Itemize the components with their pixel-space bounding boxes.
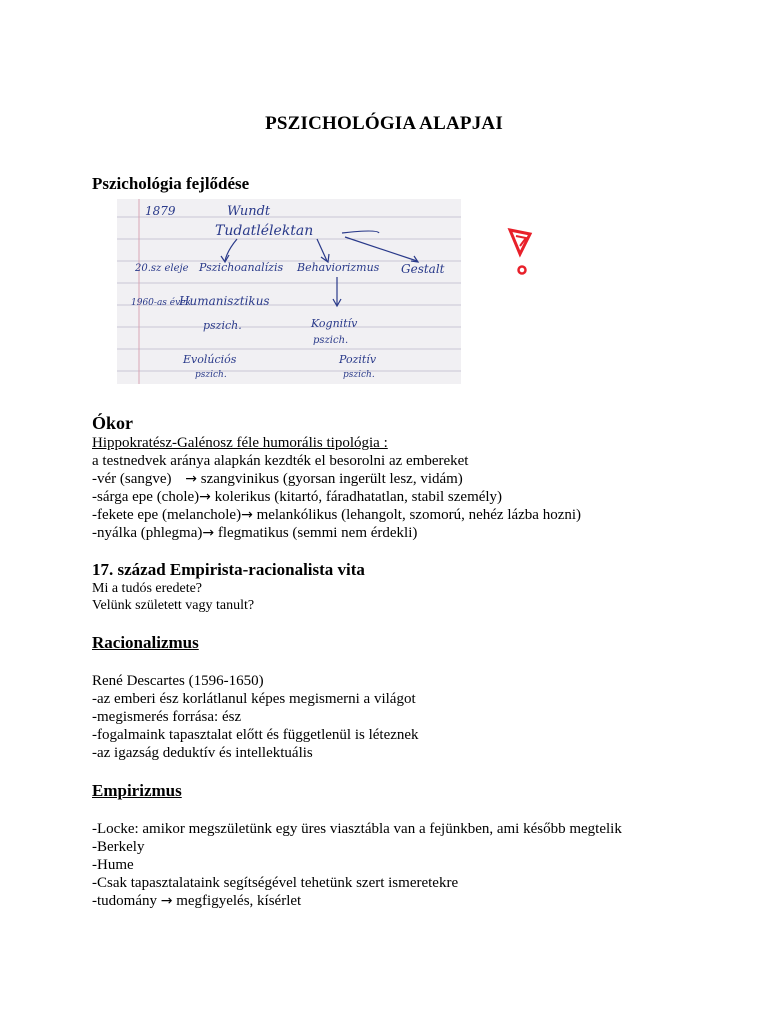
nb-behaviorizmus: Behaviorizmus: [297, 261, 380, 274]
section-heading-empirizmus: Empirizmus: [92, 781, 182, 800]
okor-type-1: szangvinikus (gyorsan ingerült lesz, vidám): [200, 471, 463, 487]
emp-line-4: -Csak tapasztalataink segítségével tehetünk szert ismeretekre: [92, 875, 459, 891]
nb-pszich-2: pszich.: [313, 335, 349, 346]
arrow-icon: →: [202, 525, 215, 541]
okor-humor-2: -sárga epe (chole): [92, 489, 200, 505]
emp-science: -tudomány: [92, 893, 157, 909]
emp-line-5: [92, 892, 301, 910]
nb-humanisztikus: Humanisztikus: [179, 294, 270, 308]
nb-pszichoanalizis: Pszichoanalízis: [199, 261, 284, 274]
okor-type-2: kolerikus (kitartó, fáradhatatlan, stabil személy): [214, 489, 503, 505]
okor-line-4: [92, 488, 502, 506]
okor-type-3: melankólikus (lehangolt, szomorú, nehéz lázba hozni): [256, 507, 582, 523]
emp-line-2: -Berkely: [92, 839, 145, 855]
okor-humor-3: -fekete epe (melanchole): [92, 507, 242, 523]
nb-1879: 1879: [145, 204, 176, 218]
arrow-icon: →: [160, 893, 173, 909]
nb-pszich-3: pszich.: [195, 370, 227, 380]
emp-line-1: -Locke: amikor megszületünk egy üres viasztábla van a fejünkben, ami később megtelik: [92, 821, 622, 837]
red-marker-icon: [506, 226, 536, 280]
okor-humor-1: -vér (sangve): [92, 471, 172, 487]
page-title: PSZICHOLÓGIA ALAPJAI: [265, 113, 503, 134]
okor-type-4: flegmatikus (semmi nem érdekli): [217, 525, 418, 541]
nb-1960: 1960-as évek: [131, 298, 191, 308]
section-heading-racionalizmus: Racionalizmus: [92, 633, 199, 652]
notebook-photo: [117, 199, 461, 384]
section-heading-century: 17. század Empirista-racionalista vita: [92, 560, 365, 579]
notebook-sketch: [117, 199, 461, 384]
nb-pszich-1: pszich.: [203, 319, 242, 332]
emp-method: megfigyelés, kísérlet: [176, 893, 302, 909]
emp-line-3: -Hume: [92, 857, 134, 873]
century-question-1: Mi a tudós eredete?: [92, 581, 203, 596]
rac-line-5: -az igazság deduktív és intellektuális: [92, 745, 313, 761]
century-question-2: Velünk született vagy tanult?: [92, 598, 255, 613]
section-heading-okor: Ókor: [92, 413, 134, 433]
arrow-icon: →: [185, 471, 198, 487]
nb-early20: 20.sz eleje: [135, 263, 189, 274]
rac-line-2: -az emberi ész korlátlanul képes megismerni a világot: [92, 691, 416, 707]
section-heading-development: Pszichológia fejlődése: [92, 174, 250, 193]
arrow-icon: →: [241, 507, 253, 523]
rac-line-1: René Descartes (1596-1650): [92, 673, 264, 689]
nb-pszich-4: pszich.: [343, 370, 375, 380]
rac-line-4: -fogalmaink tapasztalat előtt és függetlenül is léteznek: [92, 727, 419, 743]
arrow-icon: →: [199, 489, 211, 505]
okor-line-5: [92, 506, 581, 524]
nb-evolucios: Evolúciós: [183, 353, 237, 366]
okor-line-6: [92, 524, 417, 542]
nb-tudatlelektan: Tudatlélektan: [215, 223, 314, 239]
okor-line-2: a testnedvek aránya alapkán kezdték el besorolni az embereket: [92, 453, 469, 469]
okor-line-1: Hippokratész-Galénosz féle humorális tipológia :: [92, 435, 388, 451]
nb-kognitiv: Kognitív: [311, 317, 358, 330]
nb-gestalt: Gestalt: [401, 262, 445, 276]
nb-pozitiv: Pozitív: [339, 353, 377, 366]
okor-line-3: [92, 470, 463, 488]
okor-humor-4: -nyálka (phlegma): [92, 525, 203, 541]
nb-wundt: Wundt: [227, 204, 271, 219]
rac-line-3: -megismerés forrása: ész: [92, 709, 242, 725]
